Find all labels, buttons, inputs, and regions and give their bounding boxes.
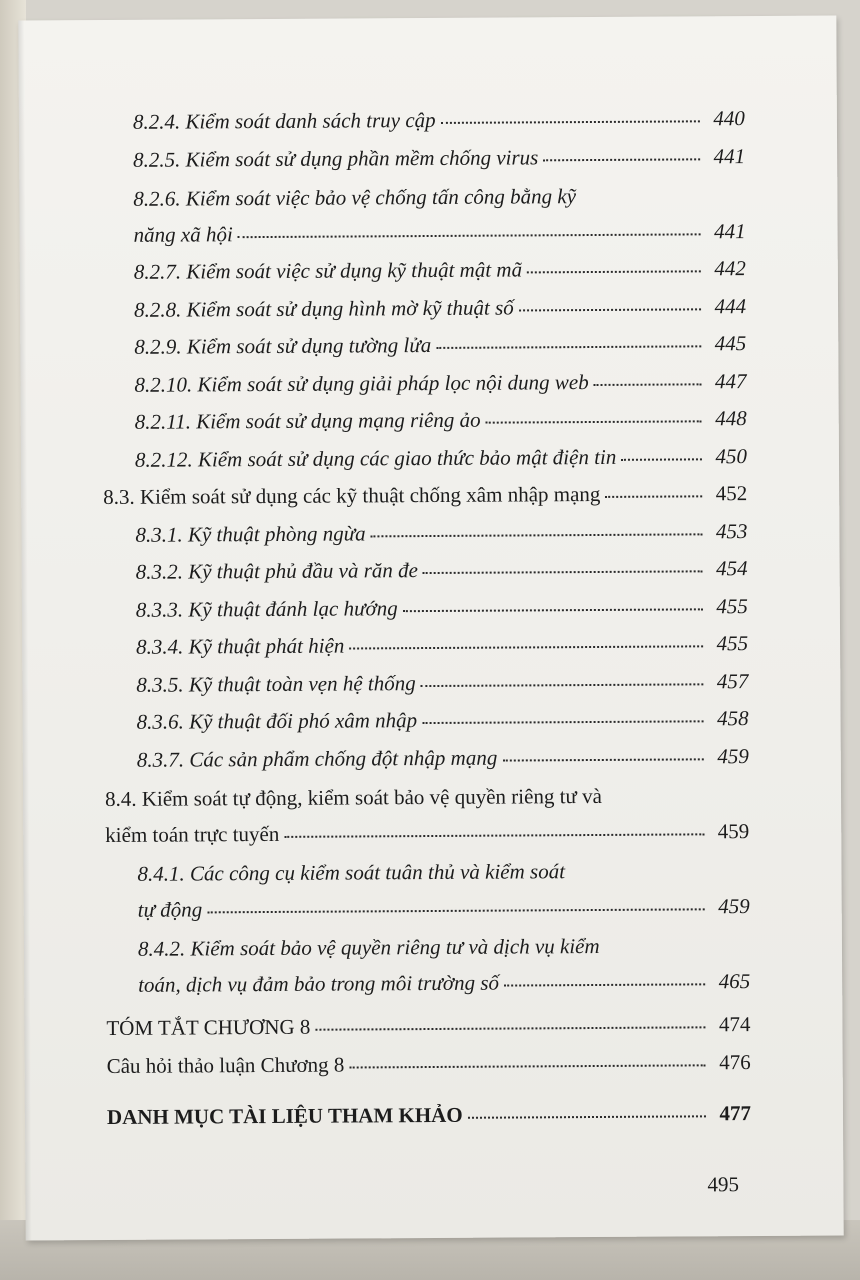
toc-leader-dots bbox=[605, 494, 702, 498]
toc-page-number: 476 bbox=[719, 1049, 751, 1074]
toc-entry-label: 8.4.2. Kiểm soát bảo vệ quyền riêng tư và dịch vụ kiểm bbox=[137, 933, 600, 961]
toc-page-number: 450 bbox=[715, 443, 748, 468]
toc-entry-label: 8.3.5. Kỹ thuật toàn vẹn hệ thống bbox=[136, 670, 416, 697]
toc-entry-8-2-11 bbox=[103, 408, 747, 449]
toc-page-number: 455 bbox=[716, 631, 749, 656]
toc-entry-8-3-7 bbox=[105, 743, 749, 787]
toc-entry-8-3-4 bbox=[104, 633, 748, 674]
toc-entry-8-3-3 bbox=[104, 593, 748, 637]
toc-entry-8-3-6 bbox=[105, 708, 749, 749]
toc-leader-dots bbox=[519, 307, 701, 311]
toc-entry-label: kiểm toán trực tuyến bbox=[105, 821, 280, 847]
toc-page-number: 458 bbox=[716, 706, 749, 731]
toc-leader-dots bbox=[371, 532, 703, 537]
toc-page-number: 459 bbox=[718, 893, 750, 918]
toc-entry-label: 8.3.7. Các sản phẩm chống đột nhập mạng bbox=[136, 745, 498, 772]
toc-entry-label: 8.4.1. Các công cụ kiểm soát tuân thủ và kiểm soát bbox=[137, 859, 566, 886]
toc-entry-discussion-questions bbox=[106, 1049, 751, 1093]
toc-entry-label: 8.2.8. Kiểm soát sử dụng hình mờ kỹ thuật số bbox=[133, 294, 514, 322]
toc-leader-dots bbox=[621, 457, 702, 460]
toc-entry-label: 8.2.6. Kiểm soát việc bảo vệ chống tấn công bằng kỹ bbox=[133, 184, 577, 211]
toc-entry-label: DANH MỤC TÀI LIỆU THAM KHẢO bbox=[106, 1102, 463, 1129]
toc-entry-label: 8.3.3. Kỹ thuật đánh lạc hướng bbox=[135, 595, 398, 622]
toc-entry-8-3-5 bbox=[104, 668, 749, 712]
toc-page-number: 441 bbox=[714, 218, 746, 243]
toc-entry-label: 8.3. Kiểm soát sử dụng các kỹ thuật chống xâm nhập mạng bbox=[103, 481, 601, 509]
toc-entry-label: 8.2.12. Kiểm soát sử dụng các giao thức bảo mật điện tin bbox=[134, 444, 617, 472]
toc-entry-8-4-line1 bbox=[105, 783, 749, 824]
toc-page-number: 459 bbox=[717, 818, 750, 843]
toc-leader-dots bbox=[543, 157, 700, 161]
toc-page-number: 444 bbox=[714, 293, 747, 318]
toc-entry-8-2-6-line1 bbox=[101, 183, 745, 224]
toc-entry-8-4-2 bbox=[106, 968, 751, 1012]
toc-page-number: 440 bbox=[713, 106, 745, 131]
toc-page-number: 474 bbox=[718, 1012, 751, 1037]
toc-entry-label: 8.2.11. Kiểm soát sử dụng mạng riêng ảo bbox=[134, 407, 481, 434]
toc-entry-label: 8.4. Kiểm soát tự động, kiểm soát bảo vệ quyền riêng tư và bbox=[104, 783, 603, 811]
toc-page-number: 465 bbox=[718, 968, 751, 993]
toc-entry-8-4-1 bbox=[106, 893, 750, 937]
toc-entry-8-3-2 bbox=[104, 558, 748, 599]
toc-leader-dots bbox=[468, 1114, 706, 1118]
toc-leader-dots bbox=[441, 119, 700, 124]
toc-leader-dots bbox=[594, 382, 702, 386]
toc-entry-label: 8.2.4. Kiểm soát danh sách truy cập bbox=[132, 107, 436, 134]
toc-entry-8-2-4 bbox=[101, 108, 745, 149]
toc-leader-dots bbox=[284, 832, 704, 838]
toc-page-number: 448 bbox=[715, 406, 747, 431]
toc-leader-dots bbox=[504, 982, 705, 986]
toc-entry-label: 8.2.9. Kiểm soát sử dụng tường lửa bbox=[134, 332, 432, 359]
toc-page-number: 457 bbox=[716, 668, 749, 693]
toc-entry-8-2-8 bbox=[102, 293, 747, 337]
toc-entry-label: toán, dịch vụ đảm bảo trong môi trường số bbox=[138, 970, 500, 997]
toc-entry-8-4-1-line1 bbox=[105, 858, 749, 899]
toc-leader-dots bbox=[238, 232, 701, 238]
toc-leader-dots bbox=[422, 719, 703, 724]
toc-entry-label: 8.2.10. Kiểm soát sử dụng giải pháp lọc nội dung web bbox=[134, 369, 589, 397]
toc-entry-8-4-2-line1 bbox=[106, 933, 750, 974]
toc-leader-dots bbox=[423, 569, 703, 574]
toc-leader-dots bbox=[315, 1025, 705, 1030]
toc-entry-label: 8.3.2. Kỹ thuật phủ đầu và răn đe bbox=[135, 558, 419, 584]
toc-entry-label: 8.2.5. Kiểm soát sử dụng phần mềm chống virus bbox=[133, 144, 539, 172]
toc-entry-chapter-summary bbox=[106, 1014, 750, 1055]
page-number: 495 bbox=[707, 1172, 739, 1197]
toc-entry-references bbox=[107, 1103, 751, 1144]
toc-entry-label: tự động bbox=[137, 896, 203, 922]
toc-page-number: 455 bbox=[716, 593, 748, 618]
toc-entry-8-2-6 bbox=[102, 218, 746, 262]
toc-entry-8-2-5 bbox=[101, 143, 746, 187]
toc-entry-8-2-7 bbox=[102, 258, 746, 299]
toc-leader-dots bbox=[349, 644, 703, 649]
toc-entry-8-3-1 bbox=[103, 518, 748, 562]
toc-entry-label: Câu hỏi thảo luận Chương 8 bbox=[106, 1052, 345, 1078]
toc-page-number: 454 bbox=[716, 556, 748, 581]
toc-entry-8-2-10 bbox=[102, 368, 747, 412]
toc-leader-dots bbox=[349, 1063, 705, 1068]
toc-entry-8-4 bbox=[105, 818, 750, 862]
toc-page-number: 459 bbox=[717, 743, 749, 768]
toc-page-number: 442 bbox=[714, 256, 746, 281]
toc-leader-dots bbox=[207, 907, 704, 913]
book-page bbox=[18, 16, 843, 1241]
toc-leader-dots bbox=[436, 344, 701, 349]
toc-entry-8-3 bbox=[103, 483, 747, 524]
toc-page-number: 453 bbox=[715, 518, 748, 543]
toc-entry-label: TÓM TẮT CHƯƠNG 8 bbox=[106, 1014, 311, 1040]
toc-page-number: 447 bbox=[714, 368, 747, 393]
toc-leader-dots bbox=[486, 419, 702, 423]
toc-leader-dots bbox=[421, 682, 704, 687]
toc-entry-8-2-9 bbox=[102, 333, 746, 374]
toc-page-number: 441 bbox=[713, 143, 746, 168]
toc-page-number: 452 bbox=[715, 481, 748, 506]
toc-entry-label: 8.2.7. Kiểm soát việc sử dụng kỹ thuật mật mã bbox=[133, 257, 523, 284]
toc-entry-label: 8.3.4. Kỹ thuật phát hiện bbox=[136, 633, 345, 659]
toc-entry-label: 8.3.1. Kỹ thuật phòng ngừa bbox=[135, 520, 366, 547]
toc-leader-dots bbox=[527, 269, 701, 273]
toc-leader-dots bbox=[502, 757, 704, 761]
toc-page-number: 445 bbox=[714, 331, 747, 356]
table-of-contents bbox=[101, 108, 751, 1144]
toc-leader-dots bbox=[403, 607, 703, 612]
toc-page-number: 477 bbox=[719, 1101, 752, 1126]
toc-entry-8-2-12 bbox=[103, 443, 748, 487]
toc-entry-label: năng xã hội bbox=[133, 221, 233, 247]
toc-entry-label: 8.3.6. Kỹ thuật đối phó xâm nhập bbox=[136, 708, 418, 734]
